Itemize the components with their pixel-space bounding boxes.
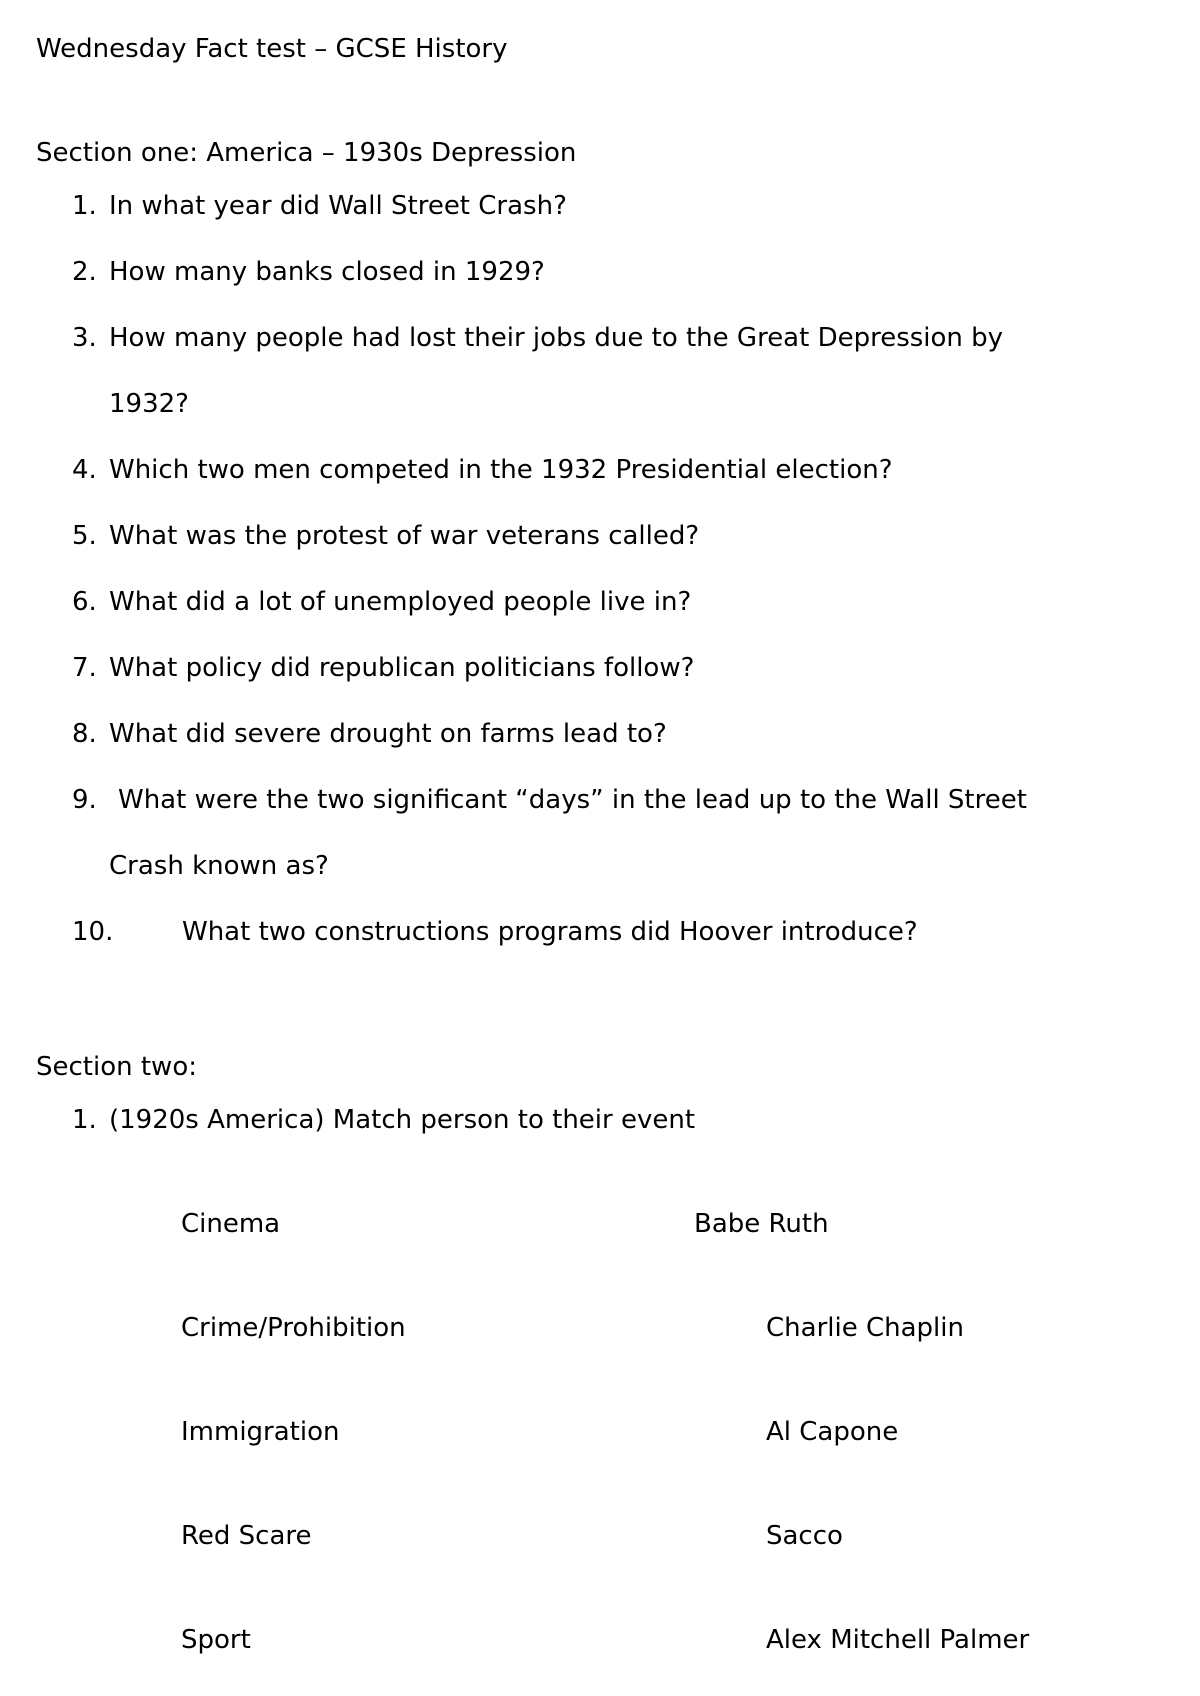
question-number: 5. (72, 521, 97, 551)
question-number: 4. (72, 455, 97, 485)
question-text: What was the protest of war veterans called? (109, 521, 700, 551)
question-text: What were the two significant “days” in the lead up to the Wall Street (118, 785, 1027, 815)
section-one-heading: Section one: America – 1930s Depression (36, 138, 577, 168)
match-person-item: Babe Ruth (694, 1209, 829, 1239)
document-title: Wednesday Fact test – GCSE History (36, 34, 508, 64)
question-text: Which two men competed in the 1932 Presidential election? (109, 455, 893, 485)
match-event-item: Sport (181, 1625, 251, 1655)
question-text-continuation: 1932? (109, 389, 189, 419)
question-number: 8. (72, 719, 97, 749)
match-event-item: Crime/Prohibition (181, 1313, 406, 1343)
question-text: How many people had lost their jobs due to the Great Depression by (109, 323, 1004, 353)
question-text: In what year did Wall Street Crash? (109, 191, 567, 221)
question-number: 7. (72, 653, 97, 683)
match-event-item: Red Scare (181, 1521, 312, 1551)
match-person-item: Alex Mitchell Palmer (766, 1625, 1030, 1655)
question-text: What policy did republican politicians follow? (109, 653, 695, 683)
question-number: 10. (72, 917, 114, 947)
match-person-item: Al Capone (766, 1417, 899, 1447)
question-number: 9. (72, 785, 97, 815)
question-text: (1920s America) Match person to their event (109, 1105, 696, 1135)
question-number: 3. (72, 323, 97, 353)
question-text: How many banks closed in 1929? (109, 257, 545, 287)
match-event-item: Cinema (181, 1209, 281, 1239)
question-number: 1. (72, 1105, 97, 1135)
match-person-item: Sacco (766, 1521, 843, 1551)
question-text: What did severe drought on farms lead to? (109, 719, 667, 749)
question-text: What did a lot of unemployed people live in? (109, 587, 692, 617)
question-text: What two constructions programs did Hoover introduce? (182, 917, 918, 947)
question-number: 2. (72, 257, 97, 287)
question-text-continuation: Crash known as? (109, 851, 329, 881)
match-person-item: Charlie Chaplin (766, 1313, 964, 1343)
question-number: 1. (72, 191, 97, 221)
match-event-item: Immigration (181, 1417, 340, 1447)
question-number: 6. (72, 587, 97, 617)
section-two-heading: Section two: (36, 1052, 197, 1082)
